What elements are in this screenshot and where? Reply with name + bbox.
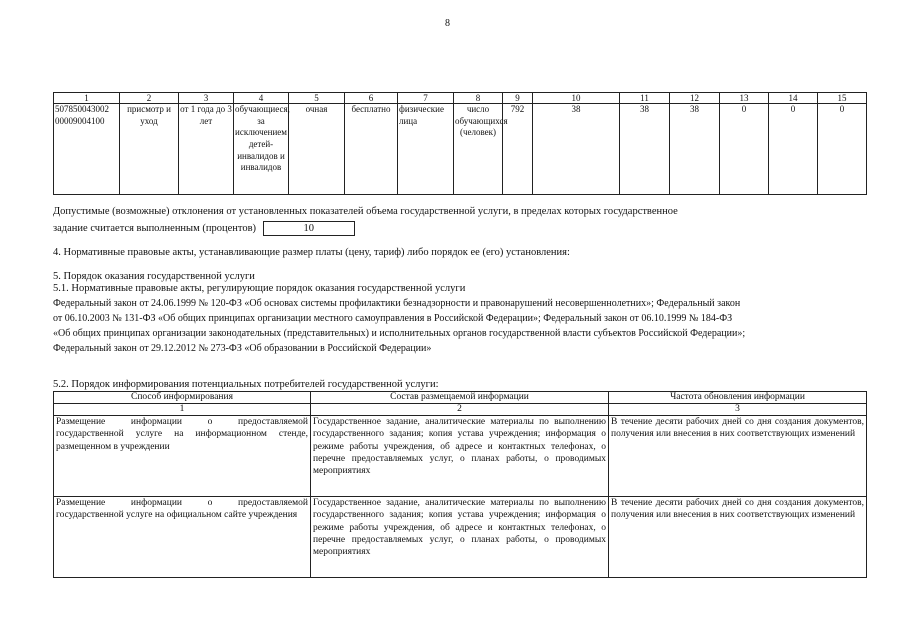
col-number: 1 — [54, 93, 120, 104]
deviation-label: задание считается выполненным (процентов) — [53, 223, 257, 234]
indicator-cell: число обучающихся (человек) — [454, 104, 503, 195]
value-cell: 38 — [670, 104, 720, 195]
page-number: 8 — [445, 18, 450, 29]
deviation-line — [53, 221, 355, 236]
value-cell: 0 — [818, 104, 867, 195]
frequency-cell: В течение десяти рабочих дней со дня создания документов, получения или внесения в них соответствующих изменений — [609, 416, 867, 497]
col-number: 3 — [179, 93, 234, 104]
value-cell: 38 — [533, 104, 620, 195]
form-cell: очная — [289, 104, 345, 195]
col-number: 11 — [620, 93, 670, 104]
value-cell: 0 — [720, 104, 769, 195]
col-number: 7 — [398, 93, 454, 104]
col-number: 6 — [345, 93, 398, 104]
section-4-title: 4. Нормативные правовые акты, устанавливающие размер платы (цену, тариф) либо порядок ее (его) установления: — [53, 247, 570, 258]
col-number: 5 — [289, 93, 345, 104]
frequency-cell: В течение десяти рабочих дней со дня создания документов, получения или внесения в них соответствующих изменений — [609, 497, 867, 578]
col-number: 8 — [454, 93, 503, 104]
legal-acts-line: Федеральный закон от 24.06.1999 № 120-ФЗ «Об основах системы профилактики безнадзорности и правонарушений несовершеннолетних»; Федеральный закон — [53, 298, 741, 309]
value-cell: 0 — [769, 104, 818, 195]
table-row — [54, 497, 867, 578]
content-cell: Государственное задание, аналитические материалы по выполнению государственного задания; копия устава учреждения; информация о режиме работы учреждения, об адресе и контактных телефонах, о перечне предоставляемых услуг, о планах работы, о проводимых мероприятиях — [311, 497, 609, 578]
method-cell: Размещение информации о предоставляемой государственной услуге на информационном стенде, размещенном в учреждении — [54, 416, 311, 497]
deviation-text: Допустимые (возможные) отклонения от установленных показателей объема государственной услуги, в пределах которых государственное — [53, 206, 678, 217]
table-header-row — [54, 93, 867, 104]
header-frequency: Частота обновления информации — [609, 392, 867, 404]
col-number: 2 — [120, 93, 179, 104]
col-number: 3 — [609, 404, 867, 416]
content-cell: Государственное задание, аналитические материалы по выполнению государственного задания; копия устава учреждения; информация о режиме работы учреждения, об адресе и контактных телефонах, о перечне предоставляемых услуг, о планах работы, о проводимых мероприятиях — [311, 416, 609, 497]
method-cell: Размещение информации о предоставляемой государственной услуге на официальном сайте учреждения — [54, 497, 311, 578]
col-number: 4 — [234, 93, 289, 104]
payment-cell: бесплатно — [345, 104, 398, 195]
information-table — [53, 391, 867, 578]
col-number: 2 — [311, 404, 609, 416]
col-number: 12 — [670, 93, 720, 104]
legal-acts-line: «Об общих принципах организации законодательных (представительных) и исполнительных органов государственной власти субъектов Российской Федерации»; — [53, 328, 746, 339]
header-method: Способ информирования — [54, 392, 311, 404]
section-5-title: 5. Порядок оказания государственной услуги — [53, 271, 255, 282]
service-name-cell: присмотр и уход — [120, 104, 179, 195]
col-number: 1 — [54, 404, 311, 416]
table-header-row — [54, 392, 867, 404]
age-cell: от 1 года до 3 лет — [179, 104, 234, 195]
table-row — [54, 416, 867, 497]
section-5-2-title: 5.2. Порядок информирования потенциальных потребителей государственной услуги: — [53, 379, 439, 390]
col-number: 13 — [720, 93, 769, 104]
category-cell: обучающиеся, за исключением детей-инвалидов и инвалидов — [234, 104, 289, 195]
section-5-1-title: 5.1. Нормативные правовые акты, регулирующие порядок оказания государственной услуги — [53, 283, 466, 294]
service-volume-table — [53, 92, 867, 195]
table-number-row — [54, 404, 867, 416]
unit-code-cell: 792 — [503, 104, 533, 195]
legal-acts-line: от 06.10.2003 № 131-ФЗ «Об общих принципах организации местного самоуправления в Российской Федерации»; Федеральный закон от 06.10.1999 № 184-ФЗ — [53, 313, 733, 324]
registry-number-cell: 507850043002 00009004100 — [54, 104, 120, 195]
col-number: 9 — [503, 93, 533, 104]
table-row — [54, 104, 867, 195]
legal-acts-line: Федеральный закон от 29.12.2012 № 273-ФЗ «Об образовании в Российской Федерации» — [53, 343, 432, 354]
col-number: 10 — [533, 93, 620, 104]
deviation-value-box: 10 — [263, 221, 355, 236]
consumers-cell: физические лица — [398, 104, 454, 195]
header-content: Состав размещаемой информации — [311, 392, 609, 404]
value-cell: 38 — [620, 104, 670, 195]
col-number: 14 — [769, 93, 818, 104]
col-number: 15 — [818, 93, 867, 104]
